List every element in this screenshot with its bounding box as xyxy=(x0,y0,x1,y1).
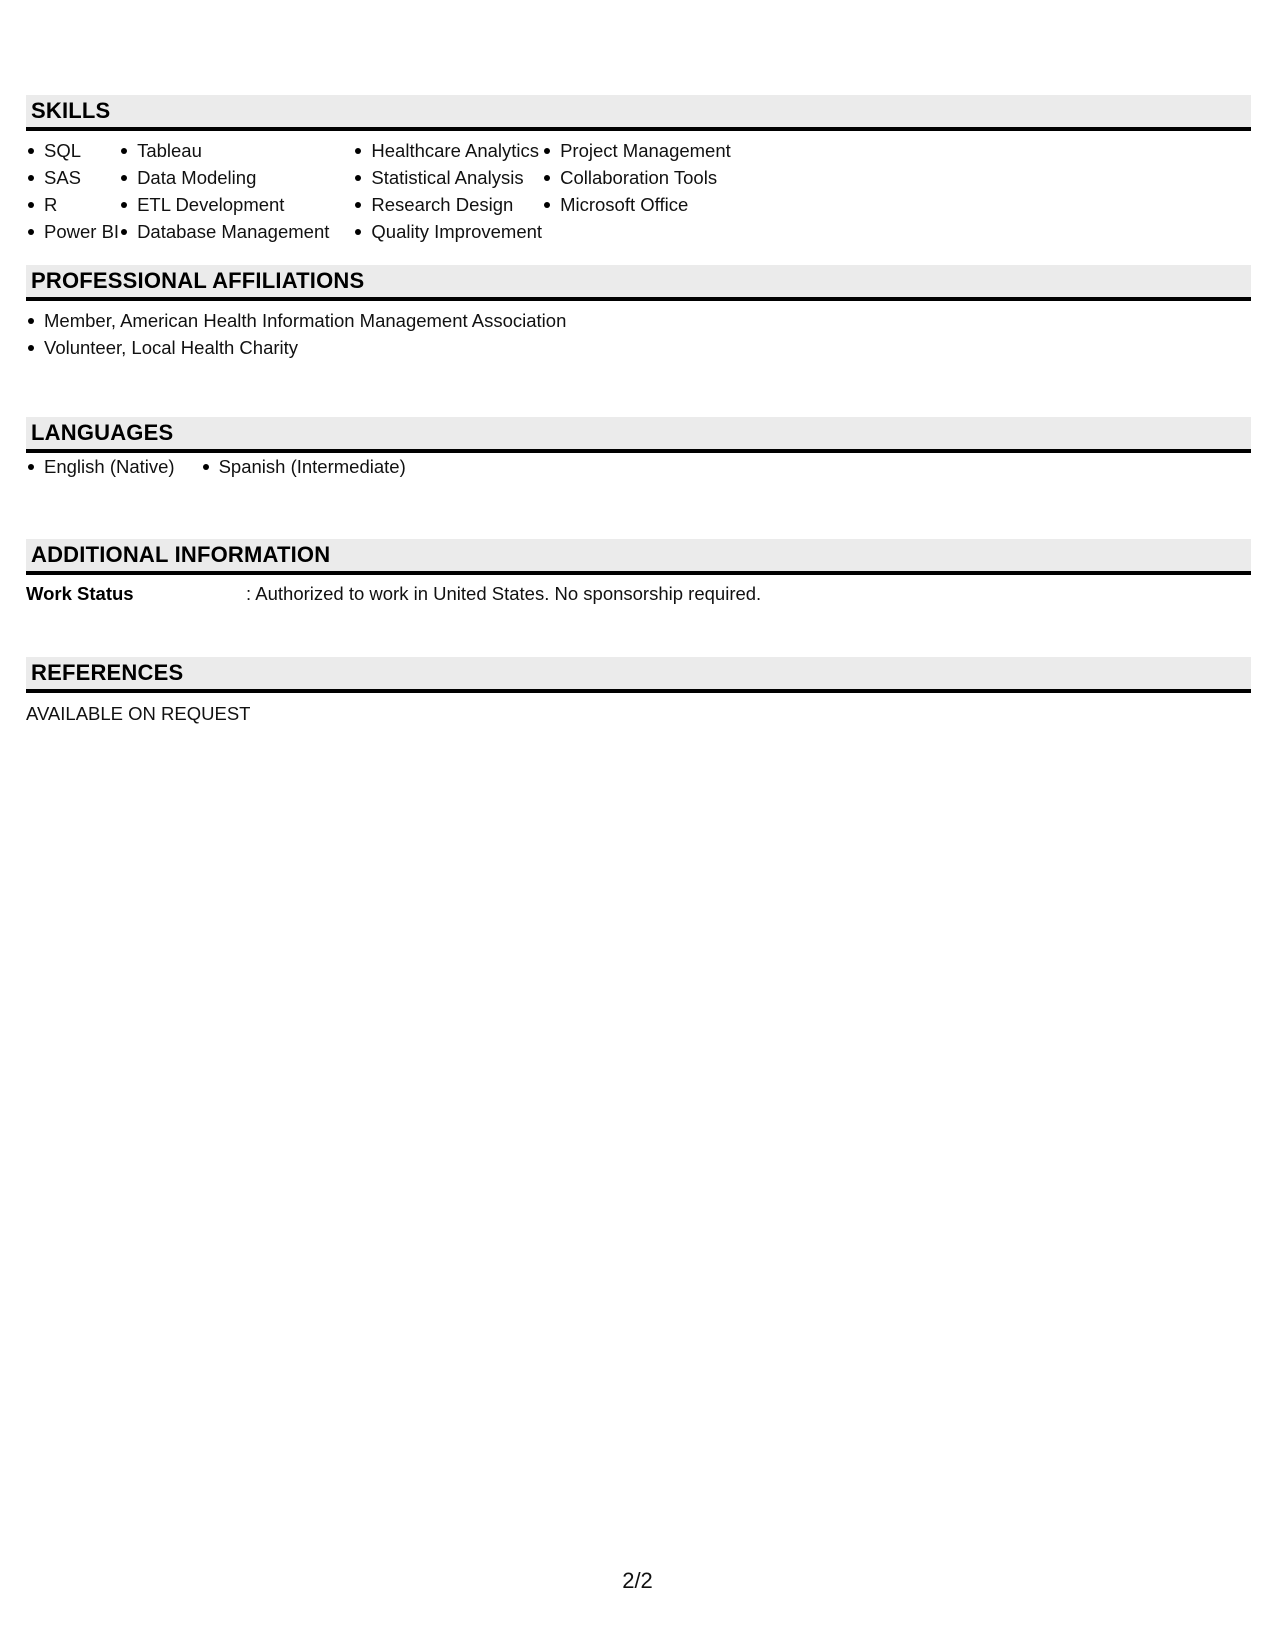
skill-item: ETL Development xyxy=(119,191,329,218)
skills-header xyxy=(26,95,1251,131)
skill-item: Microsoft Office xyxy=(542,191,731,218)
skill-item: Tableau xyxy=(119,137,329,164)
affiliations-list xyxy=(26,307,1251,361)
skills-column-4 xyxy=(542,137,731,265)
skill-item: SAS xyxy=(26,164,119,191)
additional-info-section xyxy=(26,539,1251,657)
language-item: English (Native) xyxy=(26,453,175,539)
skill-item: Collaboration Tools xyxy=(542,164,731,191)
languages-header xyxy=(26,417,1251,453)
skill-item: R xyxy=(26,191,119,218)
skill-item: Project Management xyxy=(542,137,731,164)
skill-item: Statistical Analysis xyxy=(353,164,542,191)
skills-column-2 xyxy=(119,137,329,265)
skill-item: SQL xyxy=(26,137,119,164)
references-title: REFERENCES xyxy=(31,660,184,685)
skill-item: Healthcare Analytics xyxy=(353,137,542,164)
references-section xyxy=(26,657,1251,727)
resume-page xyxy=(26,95,1251,727)
page-number: 2/2 xyxy=(622,1568,653,1593)
work-status-label: Work Status xyxy=(26,583,134,604)
languages-section xyxy=(26,417,1251,539)
skill-item: Quality Improvement xyxy=(353,218,542,245)
skills-section xyxy=(26,95,1251,265)
skill-item: Data Modeling xyxy=(119,164,329,191)
additional-info-header xyxy=(26,539,1251,575)
skills-column-1 xyxy=(26,137,119,265)
skill-item: Database Management xyxy=(119,218,329,245)
affiliation-item: Member, American Health Information Management Association xyxy=(26,307,1251,334)
additional-info-title: ADDITIONAL INFORMATION xyxy=(31,542,331,567)
language-item: Spanish (Intermediate) xyxy=(201,453,406,539)
affiliation-item: Volunteer, Local Health Charity xyxy=(26,334,1251,361)
work-status-row xyxy=(26,575,1251,657)
skill-item: Power BI xyxy=(26,218,119,245)
skills-column-3 xyxy=(353,137,542,265)
references-header xyxy=(26,657,1251,693)
languages-title: LANGUAGES xyxy=(31,420,174,445)
languages-list xyxy=(26,453,1251,539)
skills-title: SKILLS xyxy=(31,98,111,123)
skill-item: Research Design xyxy=(353,191,542,218)
work-status-value: : Authorized to work in United States. No sponsorship required. xyxy=(246,583,762,604)
references-text: AVAILABLE ON REQUEST xyxy=(26,703,251,724)
skills-list xyxy=(26,131,1251,265)
affiliations-section xyxy=(26,265,1251,417)
affiliations-header xyxy=(26,265,1251,301)
affiliations-title: PROFESSIONAL AFFILIATIONS xyxy=(31,268,365,293)
